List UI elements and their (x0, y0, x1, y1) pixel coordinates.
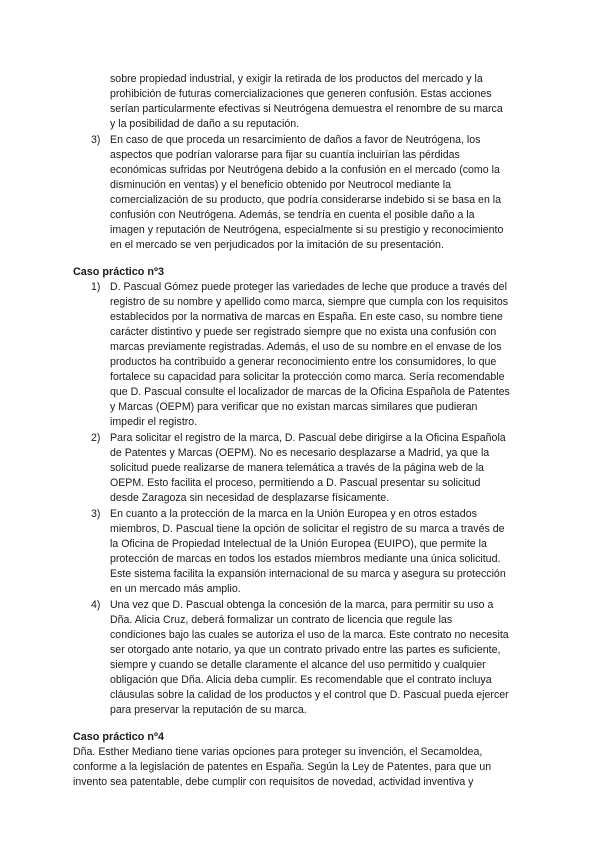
text-line: marcas previamente registradas. Además, el uso de su nombre en el envase de los (110, 341, 502, 353)
text-line: registro de su nombre y apellido como marca, siempre que cumpla con los requisitos (110, 296, 509, 308)
text-line: prohibición de futuras comercializaciones que generen confusión. Estas acciones (110, 88, 492, 100)
text-line: imagen y reputación de Neutrógena, especialmente si su prestigio y reconocimiento (110, 224, 504, 236)
text-line: aspectos que podrían valorarse para fijar su cuantía incluirían las pérdidas (110, 149, 460, 161)
text-line: la Oficina de Propiedad Intelectual de la Unión Europea (EUIPO), que permite la (110, 538, 487, 550)
text-line: D. Pascual Gómez puede proteger las variedades de leche que produce a través del (110, 281, 507, 293)
text-line: y Marcas (OEPM) para verificar que no existan marcas similares que pudieran (110, 401, 478, 413)
text-line: siempre y cuando se detalle claramente el alcance del uso permitido y cualquier (110, 659, 486, 671)
text-line: conforme a la legislación de patentes en España. Según la Ley de Patentes, para que un (73, 761, 492, 773)
text-line: obligación que Dña. Alicia deba cumplir. Es recomendable que el contrato incluya (110, 674, 492, 686)
text-line: y la posibilidad de daño a su reputación. (110, 118, 300, 130)
text-line: ser otorgado ante notario, ya que un contrato privado entre las partes es suficiente, (110, 644, 501, 656)
text-line: protección de marcas en todos los estados miembros mediante una única solicitud. (110, 553, 501, 565)
text-line: establecidos por la normativa de marcas en España. En este caso, su nombre tiene (110, 311, 503, 323)
text-line: Dña. Alicia Cruz, deberá formalizar un contrato de licencia que regule las (110, 614, 453, 626)
text-line: que D. Pascual consulte el localizador de marcas de la Oficina Española de Patentes (110, 386, 510, 398)
text-line: en un mercado más amplio. (110, 583, 241, 595)
text-line: condiciones bajo las cuales se autoriza el uso de la marca. Este contrato no necesita (110, 629, 509, 641)
text-line: cláusulas sobre la calidad de los productos y el control que D. Pascual pueda ejercer (110, 689, 509, 701)
text-line: serían particularmente efectivas si Neutrógena demuestra el renombre de su marca (110, 103, 503, 115)
list-number: 4) (91, 599, 101, 611)
list-number: 2) (91, 432, 101, 444)
section-heading: Caso práctico nº4 (73, 731, 164, 743)
text-line: OEPM. Esto facilita el proceso, permitiendo a D. Pascual presentar su solicitud (110, 477, 481, 489)
text-line: confusión con Neutrógena. Además, se tendría en cuenta el posible daño a la (110, 209, 475, 221)
text-line: en el mercado se ven perjudicados por la imitación de su presentación. (110, 239, 444, 251)
text-line: para preservar la reputación de su marca. (110, 704, 307, 716)
text-line: productos ha contribuido a generar reconocimiento entre los consumidores, lo que (110, 356, 497, 368)
section-heading: Caso práctico nº3 (73, 266, 164, 278)
text-line: Dña. Esther Mediano tiene varias opciones para proteger su invención, el Secamoldea, (73, 746, 483, 758)
text-line: miembros, D. Pascual tiene la opción de solicitar el registro de su marca a través de (110, 523, 505, 535)
text-line: Una vez que D. Pascual obtenga la concesión de la marca, para permitir su uso a (110, 599, 494, 611)
text-line: económicas sufridas por Neutrógena debido a la confusión en el mercado (como la (110, 164, 500, 176)
list-number: 3) (91, 508, 101, 520)
text-line: invento sea patentable, debe cumplir con requisitos de novedad, actividad inventiva y (73, 776, 474, 788)
list-number: 1) (91, 281, 101, 293)
text-line: impedir el registro. (110, 416, 198, 428)
text-line: En cuanto a la protección de la marca en la Unión Europea y en otros estados (110, 508, 477, 520)
text-line: carácter distintivo y puede ser registrado siempre que no exista una confusión con (110, 326, 497, 338)
text-line: desde Zaragoza sin necesidad de desplazarse físicamente. (110, 492, 390, 504)
text-line: fortalece su capacidad para solicitar la protección como marca. Sería recomendable (110, 371, 505, 383)
text-line: sobre propiedad industrial, y exigir la retirada de los productos del mercado y la (110, 73, 483, 85)
text-line: Este sistema facilita la expansión internacional de su marca y asegura su protección (110, 568, 506, 580)
list-number: 3) (91, 134, 101, 146)
text-line: Para solicitar el registro de la marca, D. Pascual debe dirigirse a la Oficina Española (110, 432, 506, 444)
text-line: disminución en ventas) y el beneficio obtenido por Neutrocol mediante la (110, 179, 451, 191)
text-line: En caso de que proceda un resarcimiento de daños a favor de Neutrógena, los (110, 134, 481, 146)
text-line: solicitud puede realizarse de manera telemática a través de la página web de la (110, 462, 484, 474)
text-line: de Patentes y Marcas (OEPM). No es necesario desplazarse a Madrid, ya que la (110, 447, 490, 459)
text-line: comercialización de su producto, que podría considerarse indebido si se basa en la (110, 194, 502, 206)
